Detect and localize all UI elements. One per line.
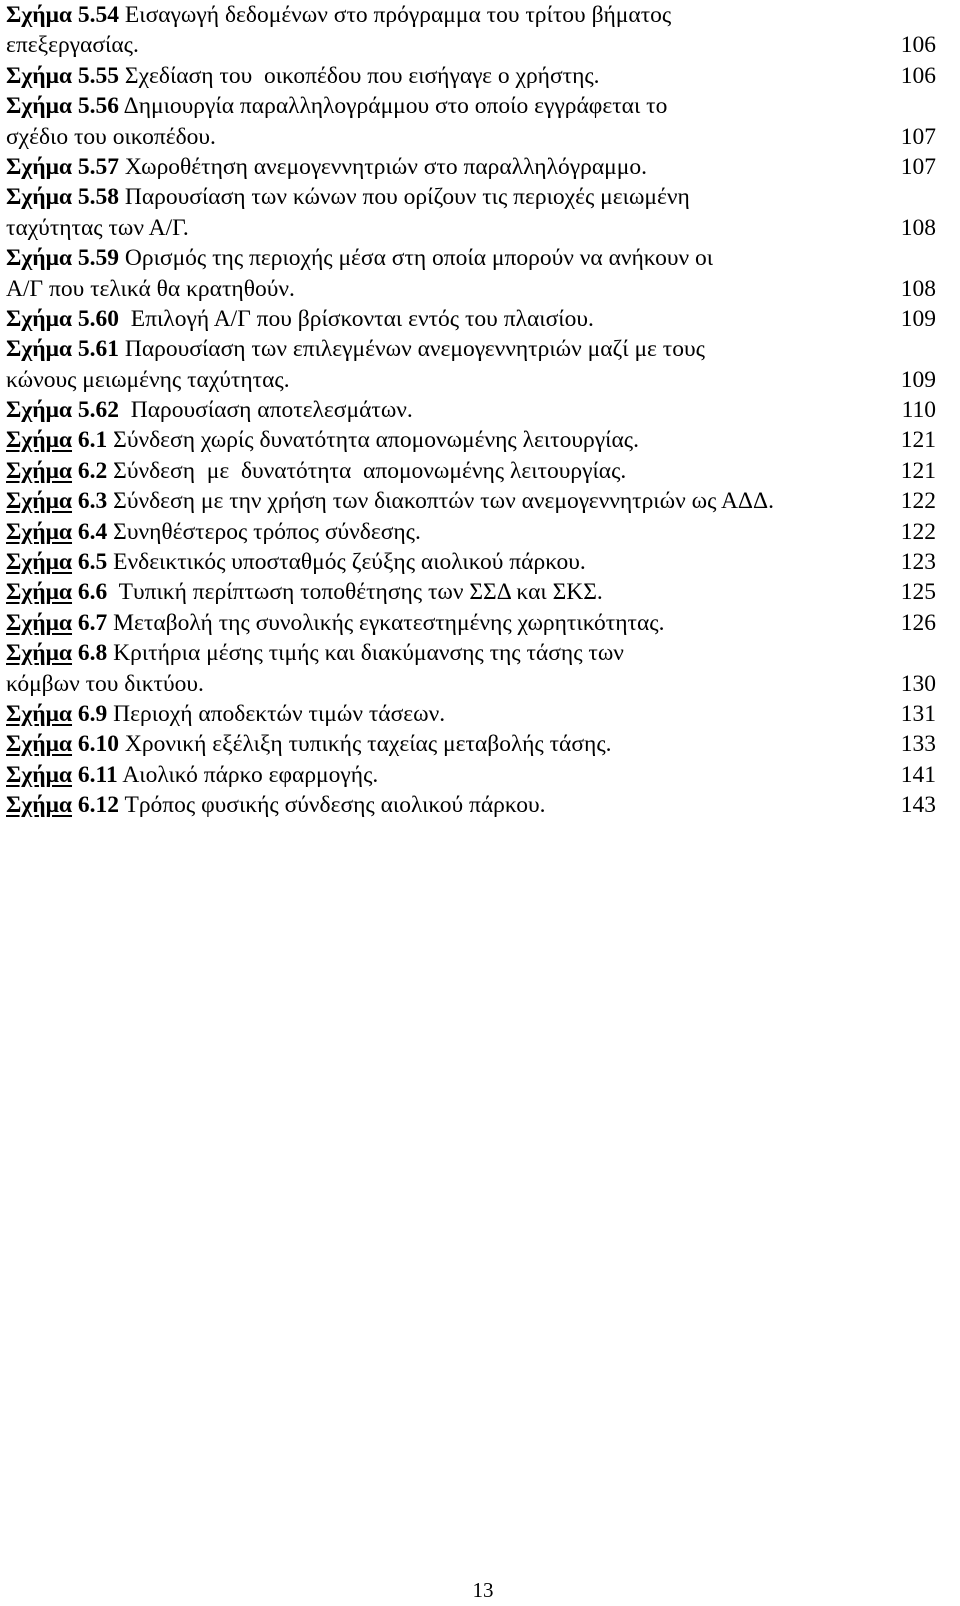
toc-entry-continuation (6, 274, 936, 304)
figure-caption: Ορισμός της περιοχής μέσα στη οποία μπορούν να ανήκουν οι (119, 245, 714, 272)
toc-entry (6, 334, 936, 364)
toc-entry-continuation (6, 122, 936, 152)
toc-entry (6, 152, 936, 182)
figure-caption: Αιολικό πάρκο εφαρμογής. (117, 761, 379, 788)
figure-caption: Μεταβολή της συνολικής εγκατεστημένης χωρητικότητας. (107, 609, 665, 636)
toc-entry (6, 638, 936, 668)
figure-label: Σχήμα (6, 336, 73, 363)
page-reference: 126 (900, 609, 936, 636)
page-reference: 106 (900, 62, 936, 89)
figure-label: Σχήμα (6, 62, 73, 89)
figure-label: Σχήμα (6, 397, 73, 424)
figure-caption-continued: Α/Γ που τελικά θα κρατηθούν. (6, 275, 295, 302)
toc-entry (6, 0, 936, 30)
figure-number: 6.2 (77, 457, 108, 484)
page-reference: 107 (900, 123, 936, 150)
figure-caption-continued: επεξεργασίας. (6, 32, 139, 59)
page-reference: 122 (900, 518, 936, 545)
toc-entry (6, 182, 936, 212)
figure-label: Σχήμα (6, 184, 73, 211)
toc-entry (6, 790, 936, 820)
figure-caption: Περιοχή αποδεκτών τιμών τάσεων. (107, 700, 446, 727)
figure-caption: Παρουσίαση των επιλεγμένων ανεμογεννητριών μαζί με τους (119, 336, 705, 363)
figure-caption-continued: σχέδιο του οικοπέδου. (6, 123, 216, 150)
figure-number: 5.55 (77, 62, 120, 89)
figure-caption: Σύνδεση με δυνατότητα απομονωμένης λειτουργίας. (107, 457, 627, 484)
list-of-figures (6, 0, 936, 821)
page-reference: 143 (900, 792, 936, 819)
figure-number: 6.9 (77, 700, 108, 727)
figure-number: 6.7 (77, 609, 108, 636)
page-reference: 121 (900, 457, 936, 484)
figure-caption: Χωροθέτηση ανεμογεννητριών στο παραλληλόγραμμο. (119, 153, 647, 180)
figure-number: 6.1 (77, 427, 108, 454)
figure-label: Σχήμα (6, 792, 73, 819)
page-reference: 108 (900, 214, 936, 241)
figure-number: 6.5 (77, 549, 108, 576)
figure-caption-continued: κόμβων του δικτύου. (6, 670, 204, 697)
toc-entry (6, 456, 936, 486)
figure-caption-continued: κώνους μειωμένης ταχύτητας. (6, 366, 290, 393)
toc-entry (6, 395, 936, 425)
toc-entry (6, 729, 936, 759)
figure-label: Σχήμα (6, 153, 73, 180)
page-reference: 133 (900, 731, 936, 758)
figure-caption: Ενδεικτικός υποσταθμός ζεύξης αιολικού πάρκου. (107, 549, 586, 576)
page-reference: 122 (900, 488, 936, 515)
figure-number: 6.4 (77, 518, 108, 545)
figure-label: Σχήμα (6, 640, 73, 667)
figure-number: 5.61 (77, 336, 120, 363)
page-reference: 107 (900, 153, 936, 180)
figure-label: Σχήμα (6, 93, 73, 120)
toc-entry (6, 243, 936, 273)
figure-number: 5.56 (77, 93, 120, 120)
figure-caption-continued: ταχύτητας των Α/Γ. (6, 214, 189, 241)
figure-caption: Σύνδεση με την χρήση των διακοπτών των ανεμογεννητριών ως ΑΔΔ. (107, 488, 775, 515)
figure-number: 5.59 (77, 245, 120, 272)
toc-entry-continuation (6, 365, 936, 395)
figure-label: Σχήμα (6, 609, 73, 636)
figure-label: Σχήμα (6, 457, 73, 484)
figure-number: 6.6 (77, 579, 108, 606)
page-reference: 131 (900, 700, 936, 727)
toc-entry-continuation (6, 213, 936, 243)
figure-caption: Συνηθέστερος τρόπος σύνδεσης. (107, 518, 421, 545)
page-reference: 123 (900, 549, 936, 576)
toc-entry (6, 91, 936, 121)
toc-entry (6, 486, 936, 516)
figure-label: Σχήμα (6, 427, 73, 454)
figure-number: 5.54 (77, 2, 120, 28)
page-reference: 125 (900, 579, 936, 606)
figure-label: Σχήμα (6, 2, 73, 28)
figure-caption: Παρουσίαση των κώνων που ορίζουν τις περιοχές μειωμένη (119, 184, 690, 211)
figure-caption: Τρόπος φυσικής σύνδεσης αιολικού πάρκου. (119, 792, 546, 819)
toc-entry (6, 699, 936, 729)
figure-caption: Κριτήρια μέσης τιμής και διακύμανσης της τάσης των (107, 640, 624, 667)
toc-entry (6, 304, 936, 334)
toc-entry (6, 577, 936, 607)
page-reference: 106 (900, 32, 936, 59)
figure-label: Σχήμα (6, 731, 73, 758)
figure-label: Σχήμα (6, 700, 73, 727)
page-reference: 109 (900, 366, 936, 393)
figure-number: 6.3 (77, 488, 108, 515)
page-number: 13 (472, 1578, 494, 1602)
figure-label: Σχήμα (6, 518, 73, 545)
toc-entry (6, 517, 936, 547)
figure-number: 5.58 (77, 184, 120, 211)
figure-label: Σχήμα (6, 761, 73, 788)
figure-label: Σχήμα (6, 579, 73, 606)
figure-number: 5.62 (77, 397, 120, 424)
toc-entry (6, 608, 936, 638)
page-reference: 130 (900, 670, 936, 697)
figure-number: 6.12 (77, 792, 120, 819)
figure-caption: Σύνδεση χωρίς δυνατότητα απομονωμένης λειτουργίας. (107, 427, 639, 454)
figure-caption: Τυπική περίπτωση τοποθέτησης των ΣΣΔ και ΣΚΣ. (107, 579, 603, 606)
page-reference: 110 (901, 397, 936, 424)
figure-caption: Εισαγωγή δεδομένων στο πρόγραμμα του τρίτου βήματος (119, 2, 672, 28)
figure-caption: Παρουσίαση αποτελεσμάτων. (119, 397, 413, 424)
figure-number: 6.10 (77, 731, 120, 758)
toc-entry-continuation (6, 30, 936, 60)
figure-caption: Χρονική εξέλιξη τυπικής ταχείας μεταβολής τάσης. (119, 731, 612, 758)
figure-caption: Επιλογή Α/Γ που βρίσκονται εντός του πλαισίου. (119, 305, 594, 332)
figure-label: Σχήμα (6, 305, 73, 332)
figure-label: Σχήμα (6, 549, 73, 576)
figure-caption: Σχεδίαση του οικοπέδου που εισήγαγε ο χρήστης. (119, 62, 600, 89)
figure-number: 5.60 (77, 305, 120, 332)
toc-entry (6, 425, 936, 455)
page-reference: 121 (900, 427, 936, 454)
page-reference: 109 (900, 305, 936, 332)
figure-label: Σχήμα (6, 245, 73, 272)
figure-label: Σχήμα (6, 488, 73, 515)
figure-number: 6.8 (77, 640, 108, 667)
toc-entry (6, 61, 936, 91)
figure-caption: Δημιουργία παραλληλογράμμου στο οποίο εγγράφεται το (119, 93, 668, 120)
page-reference: 108 (900, 275, 936, 302)
figure-number: 5.57 (77, 153, 120, 180)
page-reference: 141 (900, 761, 936, 788)
toc-entry-continuation (6, 669, 936, 699)
figure-number: 6.11 (77, 761, 118, 788)
toc-entry (6, 547, 936, 577)
toc-entry (6, 760, 936, 790)
